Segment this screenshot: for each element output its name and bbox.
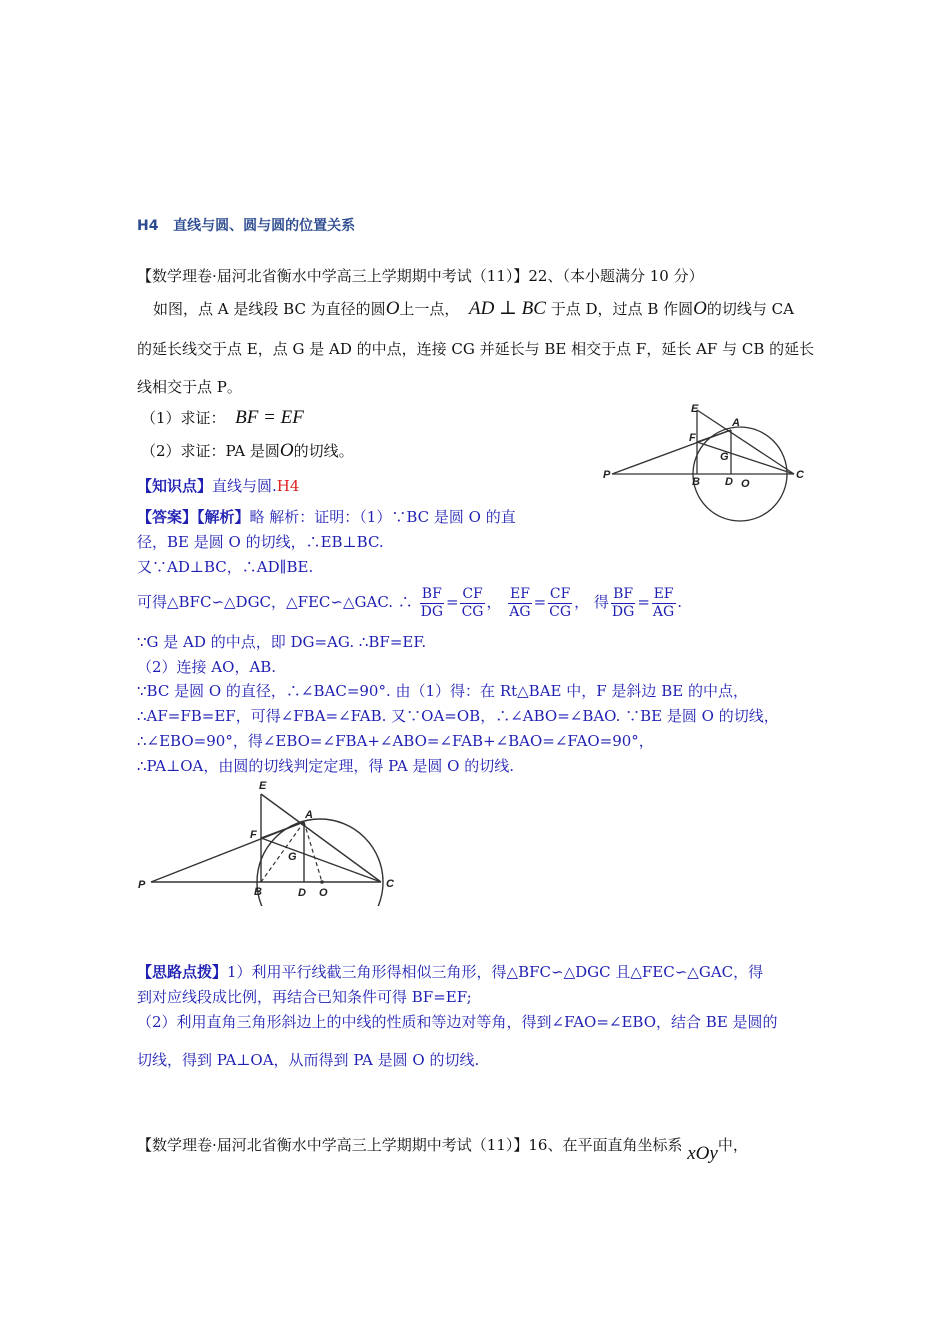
- hint-line-2: 到对应线段成比例，再结合已知条件可得 BF=EF;: [137, 988, 472, 1006]
- fig2-label-B: B: [254, 886, 262, 898]
- answer-line-5: ∵G 是 AD 的中点，即 DG=AG. ∴BF=EF.: [137, 633, 427, 651]
- question-2: [141, 441, 354, 461]
- fig2-line-ao-dashed: [304, 822, 322, 882]
- stem-text: 的切线与 CA: [706, 300, 794, 318]
- q2-label: （2）求证：PA 是圆: [141, 442, 280, 460]
- fig-label-A: A: [732, 417, 740, 429]
- equals: =: [446, 593, 459, 611]
- section-title: 直线与圆、圆与圆的位置关系: [173, 218, 356, 234]
- knowledge-text: 直线与圆.: [212, 477, 277, 495]
- answer-line-3: 又∵AD⊥BC，∴AD∥BE.: [137, 558, 314, 576]
- comma: ，: [486, 593, 502, 611]
- answer-line-7: ∵BC 是圆 O 的直径，∴∠BAC=90°. 由（1）得：在 Rt△BAE 中，F 是斜边 BE 的中点，: [137, 682, 748, 700]
- fig2-label-A: A: [305, 809, 313, 821]
- fig2-label-C: C: [386, 878, 394, 890]
- problem16-source: [137, 1135, 748, 1164]
- comma: ，: [574, 593, 590, 611]
- fig-line-fa: [697, 430, 731, 442]
- math-O: O: [385, 298, 400, 319]
- frac-den: DG: [420, 603, 444, 620]
- period: .: [677, 593, 682, 611]
- section-code: H4: [137, 218, 159, 234]
- fig-label-P: P: [603, 469, 611, 481]
- stem-text: 如图，点 A 是线段 BC 为直径的圆: [153, 300, 386, 318]
- fig-label-B: B: [692, 476, 700, 488]
- problem22-source: 【数学理卷·届河北省衡水中学高三上学期期中考试（11）】22、（本小题满分 10 分）: [137, 267, 704, 285]
- fig2-point-O: [320, 880, 324, 884]
- fig2-label-P: P: [138, 879, 146, 891]
- math-O: O: [279, 440, 294, 461]
- fig-label-D: D: [725, 476, 733, 488]
- problem16-math: xOy: [687, 1143, 718, 1164]
- frac-num: BF: [613, 585, 634, 602]
- math-perp: AD ⊥ BC: [468, 298, 546, 319]
- fig2-label-G: G: [288, 851, 297, 863]
- equals: =: [637, 593, 650, 611]
- answer-line-10: ∴PA⊥OA，由圆的切线判定定理，得 PA 是圆 O 的切线.: [137, 757, 515, 775]
- fig2-label-D: D: [298, 887, 306, 899]
- fig-label-F: F: [689, 432, 696, 444]
- problem22-stem-line2: 的延长线交于点 E，点 G 是 AD 的中点，连接 CG 并延长与 BE 相交于点 F，延长 AF 与 CB 的延长: [137, 340, 815, 358]
- problem16-text: 【数学理卷·届河北省衡水中学高三上学期期中考试（11）】16、在平面直角坐标系: [137, 1136, 683, 1154]
- answer-line-6: （2）连接 AO，AB.: [137, 658, 277, 676]
- figure-large: [133, 776, 408, 906]
- fraction-cf-cg: [547, 586, 573, 621]
- frac-num: EF: [653, 585, 674, 602]
- answer-line-2: 径，BE 是圆 O 的切线，∴EB⊥BC.: [137, 533, 384, 551]
- frac-num: CF: [549, 585, 571, 602]
- fig-label-G: G: [720, 451, 729, 463]
- frac-den: CG: [461, 603, 484, 620]
- fraction-ef-ag: [651, 586, 676, 621]
- section-heading: [137, 216, 355, 236]
- fig2-line-fc: [261, 838, 381, 882]
- answer-text: 略 解析：证明：（1）∵BC 是圆 O 的直: [249, 508, 516, 526]
- hint-line-1: [137, 962, 763, 982]
- fig-label-E: E: [691, 403, 699, 415]
- frac-num: BF: [421, 585, 442, 602]
- frac-den: AG: [652, 603, 675, 620]
- fraction-cf-cg: [460, 586, 486, 621]
- q1-label: （1）求证：: [141, 409, 226, 427]
- knowledge-code: H4: [276, 477, 300, 495]
- frac-den: AG: [509, 603, 531, 620]
- problem22-stem-line3: 线相交于点 P。: [137, 378, 242, 396]
- frac-den: CG: [549, 603, 572, 620]
- fig-label-C: C: [796, 469, 804, 481]
- hint-line-3: （2）利用直角三角形斜边上的中线的性质和等边对等角，得到∠FAO=∠EBO，结合 BE 是圆的: [137, 1013, 778, 1031]
- fraction-ef-ag: [507, 586, 532, 621]
- hint-label: 【思路点拨】: [137, 963, 228, 981]
- q1-expr: BF = EF: [235, 407, 304, 428]
- q2-end: 的切线。: [293, 442, 354, 460]
- answer-line-8: ∴AF=FB=EF，可得∠FBA=∠FAB. 又∵OA=OB，∴∠ABO=∠BAO. ∵BE 是圆 O 的切线，: [137, 707, 779, 725]
- stem-text: 上一点，: [399, 300, 460, 318]
- problem16-end: 中，: [717, 1136, 748, 1154]
- de-text: 得: [593, 593, 609, 611]
- question-1: [141, 408, 304, 428]
- answer-line4-prefix: 可得△BFC∽△DGC，△FEC∽△GAC. ∴: [137, 593, 413, 611]
- frac-num: CF: [462, 585, 483, 602]
- fig2-label-O: O: [319, 887, 328, 899]
- fig-line-ec: [697, 410, 794, 474]
- figure-small: [600, 398, 815, 526]
- equals: =: [533, 593, 547, 611]
- answer-line-1: [137, 507, 516, 527]
- math-O: O: [693, 298, 707, 319]
- answer-label: 【答案】【解析】: [137, 508, 250, 526]
- fig2-label-E: E: [259, 780, 267, 792]
- frac-num: EF: [509, 585, 530, 602]
- fraction-bf-dg: [610, 586, 636, 621]
- answer-line-4: [137, 583, 682, 621]
- fraction-bf-dg: [419, 586, 445, 621]
- frac-den: DG: [611, 603, 635, 620]
- fig2-line-ec: [261, 794, 381, 882]
- fig-line-fc: [697, 442, 794, 474]
- fig2-label-F: F: [250, 829, 257, 841]
- knowledge-label: 【知识点】: [137, 477, 213, 495]
- hint-line-4: 切线，得到 PA⊥OA，从而得到 PA 是圆 O 的切线.: [137, 1051, 480, 1069]
- problem22-stem-line1: [153, 299, 794, 319]
- answer-line-9: ∴∠EBO=90°，得∠EBO=∠FBA+∠ABO=∠FAB+∠BAO=∠FAO=90°，: [137, 732, 654, 750]
- fig-label-O: O: [741, 478, 750, 490]
- knowledge-point: [137, 476, 299, 496]
- stem-text: 于点 D，过点 B 作圆: [550, 300, 694, 318]
- hint-text: 1）利用平行线截三角形得相似三角形，得△BFC∽△DGC 且△FEC∽△GAC，得: [227, 963, 764, 981]
